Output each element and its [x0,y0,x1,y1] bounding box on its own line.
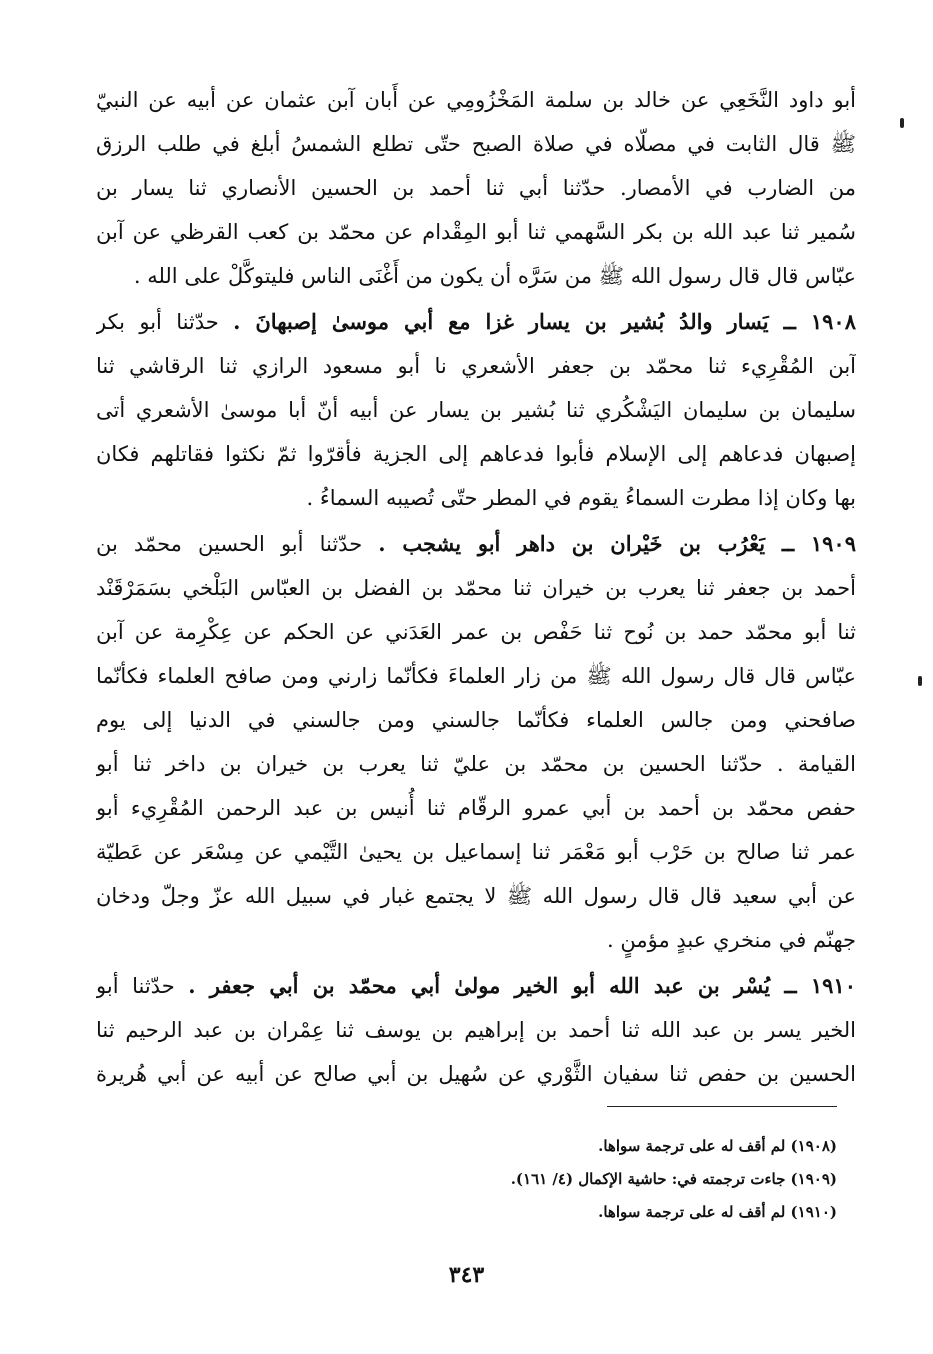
entry-text: حدّثنا أبو بكر [96,310,219,334]
page-number: ٣٤٣ [448,1262,485,1288]
text-line: عبّاس قال قال رسول الله ﷺ من زار العلماءَ فكأنّما زارني ومن صافح العلماء فكأنّما [96,664,856,688]
footnote: (١٩٠٩) جاءت ترجمته في: حاشية الإكمال (٤/ ١٦١). [510,1170,837,1188]
footnote: (١٩٠٨) لم أقف له على ترجمة سواها. [598,1137,837,1155]
text-line: الخير يسر بن عبد الله ثنا أحمد بن إبراهيم بن يوسف ثنا عِمْران بن عبد الرحيم ثنا [96,1018,856,1042]
entry-first-line [96,300,856,344]
text-line: سُمير ثنا عبد الله بن بكر السَّهمي ثنا أبو المِقْدام عن محمّد بن كعب القرظي عن آبن [96,220,856,244]
text-line: القيامة . حدّثنا الحسين بن محمّد بن عليّ ثنا يعرب بن خيران بن داخر ثنا أبو [96,752,856,776]
entry-heading-1908: ١٩٠٨ ــ يَسار والدُ بُشير بن يسار غزا مع أبي موسىٰ إصبهانَ . [233,309,856,334]
entry-heading-1909: ١٩٠٩ ــ يَعْرُب بن خَيْران بن داهر أبو يشجب . [378,531,856,556]
margin-mark [900,118,904,128]
footnote: (١٩١٠) لم أقف له على ترجمة سواها. [598,1203,837,1221]
footnotes [417,1130,837,1229]
entry-text: حدّثنا أبو [96,974,175,998]
text-line: ثنا أبو محمّد حمد بن نُوح ثنا حَفْص بن عمر العَدَني عن الحكم عن عِكْرِمة عن آبن [96,620,856,644]
text-line: بها وكان إذا مطرت السماءُ يقوم في المطر حتّى تُصيبه السماءُ . [306,486,856,510]
margin-mark [918,676,922,686]
entry-heading-1910: ١٩١٠ ــ يُسْر بن عبد الله أبو الخير مولىٰ أبي محمّد بن أبي جعفر . [188,973,856,998]
text-line: الحسين بن حفص ثنا سفيان الثَّوْري عن سُهيل بن أبي صالح عن أبيه عن أبي هُريرة [96,1062,856,1086]
text-line: جهنّم في منخري عبدٍ مؤمنٍ . [607,928,856,952]
text-line: سليمان بن سليمان اليَشْكُري ثنا بُشير بن يسار عن أبيه أنّ أبا موسىٰ الأشعري أتى [96,398,856,422]
text-line: عمر ثنا صالح بن حَرْب أبو مَعْمَر ثنا إسماعيل بن يحيىٰ التَّيْمي عن مِسْعَر عن عَطيّة [96,840,856,864]
footnote-divider [607,1106,837,1107]
text-line: آبن المُقْرِيء ثنا محمّد بن جعفر الأشعري نا أبو مسعود الرازي ثنا الرقاشي ثنا [96,354,856,378]
text-line: أحمد بن جعفر ثنا يعرب بن خيران ثنا محمّد بن الفضل بن العبّاس البَلْخي بسَمَرْقَنْد [96,576,856,600]
text-line: صافحني ومن جالس العلماء فكأنّما جالسني ومن جالسني في الدنيا إلى يوم [96,708,856,732]
entry-first-line [96,964,856,1008]
entry-text: حدّثنا أبو الحسين محمّد بن [96,532,363,556]
text-line: ﷺ قال الثابت في مصلّاه في صلاة الصبح حتّى تطلع الشمسُ أبلغ في طلب الرزق [96,132,856,156]
page-body [96,78,856,1096]
text-line: عن أبي سعيد قال قال رسول الله ﷺ لا يجتمع غبار في سبيل الله عزّ وجلّ ودخان [96,884,856,908]
text-line: حفص محمّد بن أحمد بن أبي عمرو الرقّام ثنا أُنيس بن عبد الرحمن المُقْرِيء أبو [96,796,856,820]
entry-first-line [96,522,856,566]
text-line: إصبهان فدعاهم إلى الإسلام فأبوا فدعاهم إلى الجزية فأقرّوا ثمّ نكثوا فقاتلهم فكان [96,442,856,466]
text-line: أبو داود النَّخَعِي عن خالد بن سلمة المَخْزُومِي عن أَبان آبن عثمان عن أبيه عن النبيّ [96,88,856,112]
text-line: عبّاس قال قال رسول الله ﷺ من سَرَّه أن يكون من أَغْنَى الناس فليتوكَّلْ على الله . [133,264,856,288]
text-line: من الضارب في الأمصار. حدّثنا أبي ثنا أحمد بن الحسين الأنصاري ثنا يسار بن [96,176,856,200]
